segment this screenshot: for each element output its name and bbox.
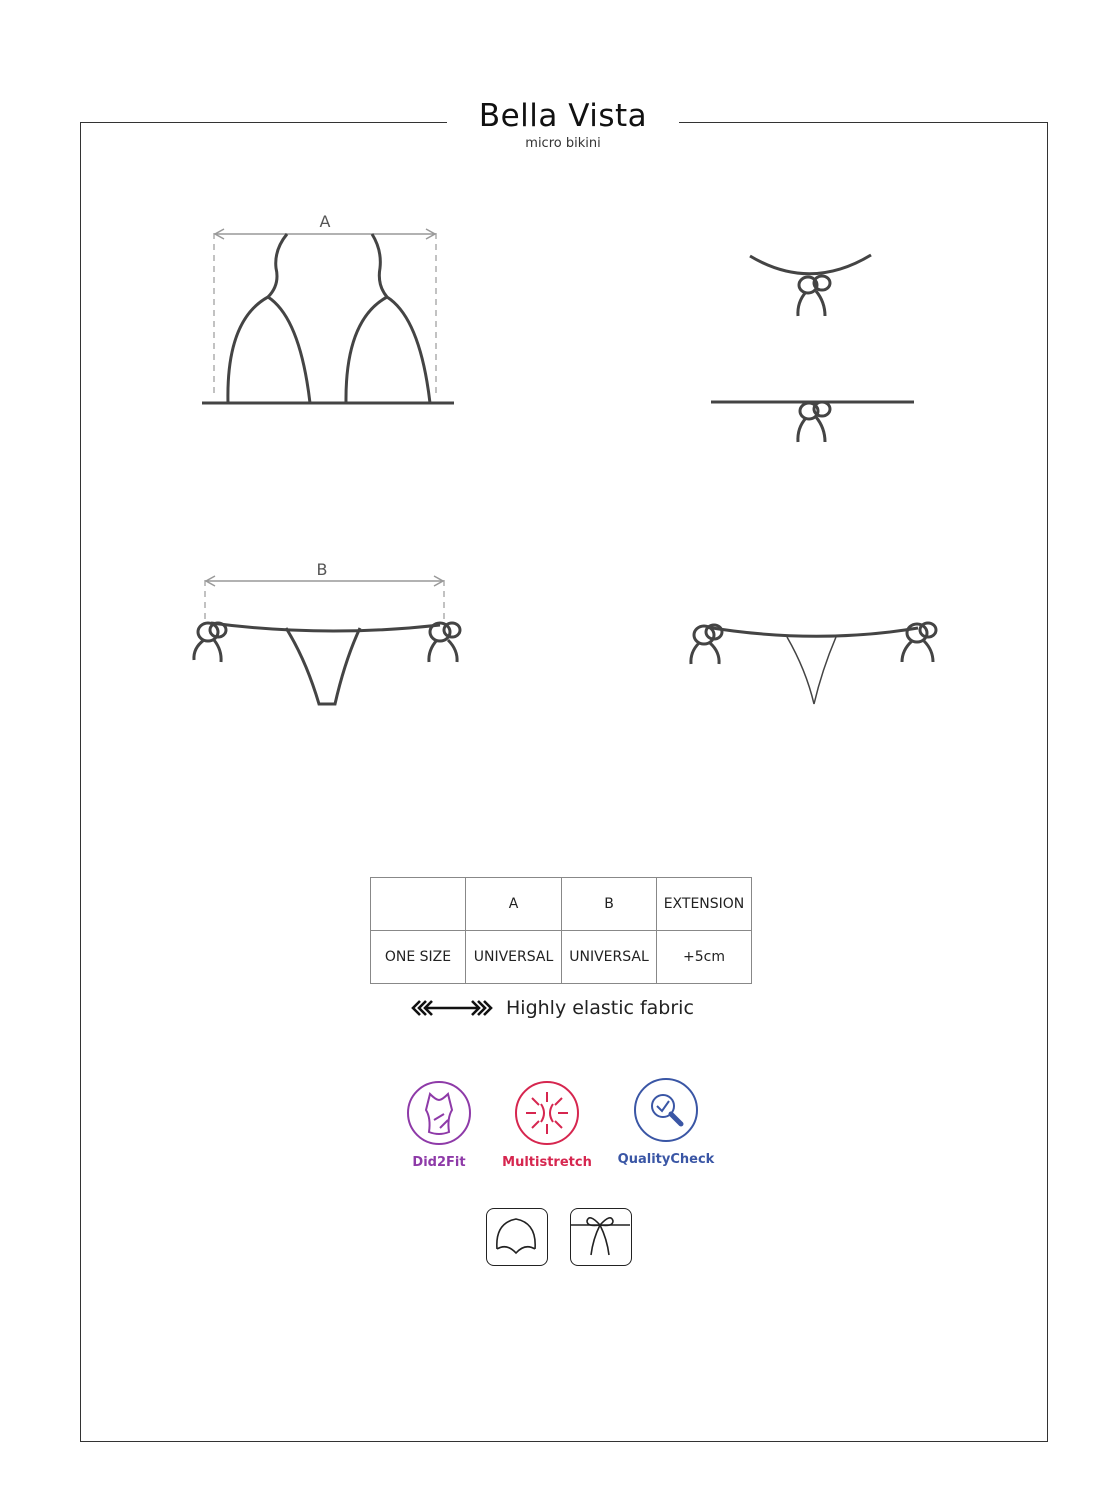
badge-qualitycheck (611, 1077, 721, 1167)
size-table (370, 877, 752, 984)
stretch-arrows-icon (514, 1080, 580, 1146)
padded-cups-icon (486, 1208, 548, 1266)
elastic-fabric-note (410, 995, 694, 1021)
dimension-b-label: B (316, 560, 328, 579)
product-title: Bella Vista (478, 98, 648, 134)
size-table-header-cell (371, 878, 466, 931)
size-table-header-cell: B (562, 878, 657, 931)
bow-gift-icon (570, 1208, 632, 1266)
badge-did2fit (384, 1080, 494, 1170)
bottom-back-drawing (691, 623, 936, 704)
product-subtitle: micro bikini (525, 136, 601, 151)
stretch-arrow-icon (410, 998, 494, 1018)
elastic-fabric-label: Highly elastic fabric (506, 997, 694, 1019)
dimension-a-label: A (319, 212, 331, 231)
size-table-header-cell: A (466, 878, 562, 931)
size-table-cell: +5cm (657, 931, 752, 984)
bra-back-band-tie-drawing (711, 402, 914, 442)
magnifier-check-icon (633, 1077, 699, 1143)
badge-label: QualityCheck (617, 1152, 715, 1167)
table-row (371, 931, 752, 984)
size-table-header (371, 878, 752, 931)
size-table-header-cell: EXTENSION (657, 878, 752, 931)
size-table-cell: ONE SIZE (371, 931, 466, 984)
badge-label: Did2Fit (412, 1155, 466, 1170)
bottom-front-drawing (194, 576, 460, 704)
bra-front-drawing (202, 229, 454, 403)
badge-label: Multistretch (502, 1155, 592, 1170)
size-table-cell: UNIVERSAL (562, 931, 657, 984)
bra-back-neck-tie-drawing (750, 255, 871, 316)
size-table-cell: UNIVERSAL (466, 931, 562, 984)
badge-multistretch (492, 1080, 602, 1170)
dress-fit-icon (406, 1080, 472, 1146)
